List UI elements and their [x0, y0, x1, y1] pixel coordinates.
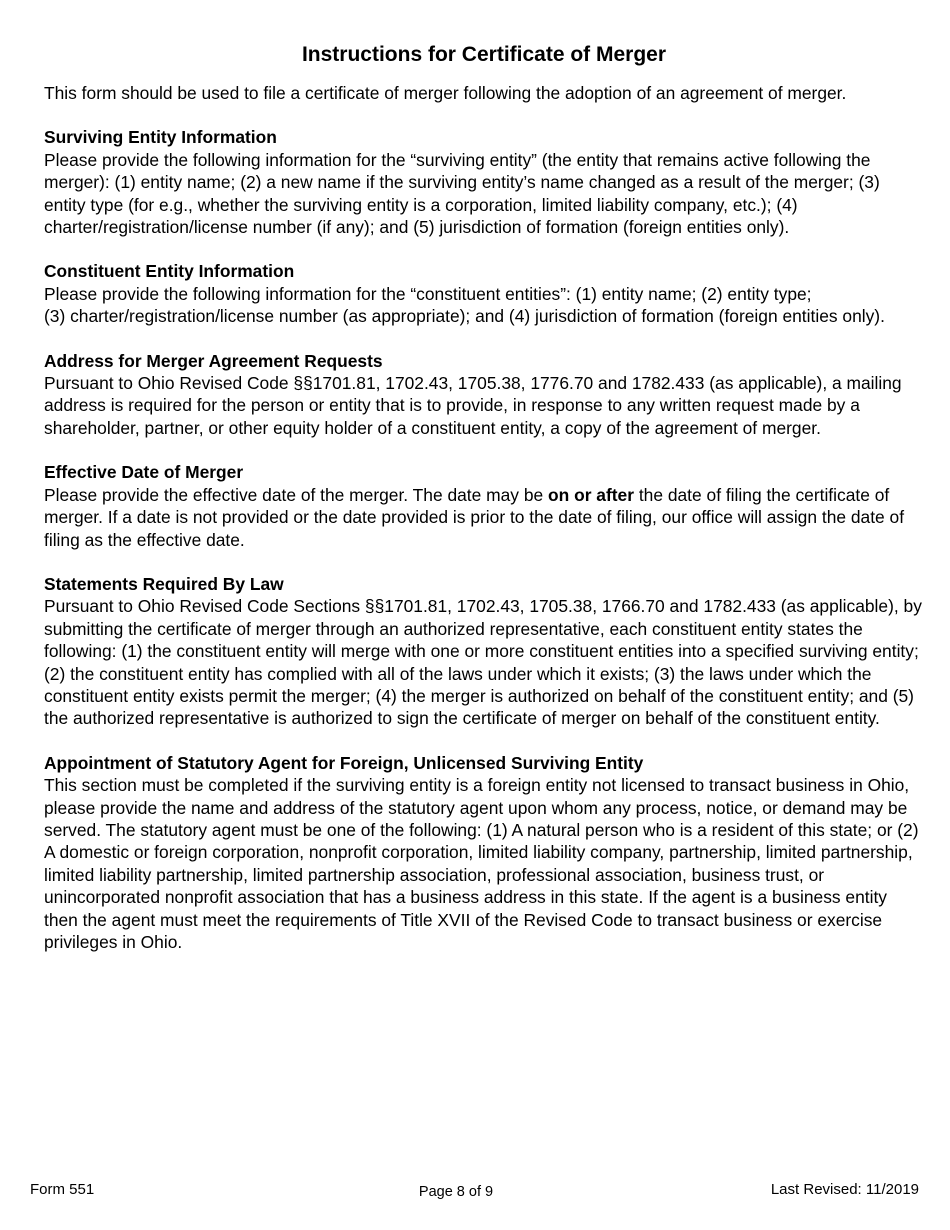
section-statements-required [44, 573, 924, 730]
page-title: Instructions for Certificate of Merger [301, 43, 667, 66]
section-heading: Statements Required By Law [44, 573, 284, 594]
section-body [44, 283, 924, 328]
footer-page-number: Page 8 of 9 [418, 1184, 494, 1200]
section-heading: Constituent Entity Information [44, 261, 295, 282]
section-body: This section must be completed if the surviving entity is a foreign entity not licensed to transact business in Ohio, please provide the name and address of the statutory agent upon whom any process, notice, or demand may be served. The statutory agent must be one of the following: (1) A natural person who is a resident of this state; or (2) A domestic or foreign corporation, nonprofit corporation, limited liability company, partnership, limited partnership, limited liability partnership, limited partnership association, professional association, business trust, or unincorporated nonprofit association that has a business address in this state. If the agent is a business entity then the agent must meet the requirements of Title XVII of the Revised Code to transact business or exercise privileges in Ohio. [44, 775, 919, 952]
section-heading: Effective Date of Merger [44, 462, 244, 483]
document-page [44, 40, 924, 953]
section-body: Pursuant to Ohio Revised Code §§1701.81, 1702.43, 1705.38, 1776.70 and 1782.433 (as applicable), a mailing address is required for the person or entity that is to provide, in response to any written request made by a shareholder, partner, or other equity holder of a constituent entity, a copy of the agreement of merger. [44, 373, 902, 438]
section-body-line1: Please provide the following information for the “constituent entities”: (1) entity name; (2) entity type; [44, 283, 812, 304]
section-address-requests [44, 350, 924, 440]
section-statutory-agent [44, 752, 924, 954]
section-body-after: the date of filing the certificate of merger. If a date is not provided or the date provided is prior to the date of filing, our office will assign the date of filing as the effective date. [44, 484, 905, 550]
intro-paragraph: This form should be used to file a certificate of merger following the adoption of an agreement of merger. [44, 83, 847, 103]
footer-form-number: Form 551 [30, 1181, 95, 1198]
section-surviving-entity [44, 126, 924, 238]
section-body: Please provide the following information for the “surviving entity” (the entity that remains active following the merger): (1) entity name; (2) a new name if the surviving entity’s name changed as a result of the merger; (3) entity type (for e.g., whether the surviving entity is a corporation, limited liability company, etc.); (4) charter/registration/license number (if any); and (5) jurisdiction of formation (foreign entities only). [44, 149, 880, 238]
section-body-before: Please provide the effective date of the merger. The date may be [44, 484, 548, 505]
section-body: Pursuant to Ohio Revised Code Sections §§1701.81, 1702.43, 1705.38, 1766.70 and 1782.433 (as applicable), by submitting the certificate of merger through an authorized representative, each constituent entity states the following: (1) the constituent entity will merge with one or more constituent entities into a specified surviving entity; (2) the constituent entity has complied with all of the laws under which it exists; (3) the laws under which the constituent entity exists permit the merger; (4) the merger is authorized on behalf of the constituent entity; and (5) the authorized representative is authorized to sign the certificate of merger on behalf of the constituent entity. [44, 596, 922, 729]
section-constituent-entity [44, 260, 924, 327]
section-body-rest: (3) charter/registration/license number (as appropriate); and (4) jurisdiction of formation (foreign entities only). [44, 306, 885, 327]
section-body-bold: on or after [548, 484, 634, 505]
section-body [44, 484, 924, 551]
section-heading: Appointment of Statutory Agent for Foreign, Unlicensed Surviving Entity [44, 752, 644, 773]
section-heading: Surviving Entity Information [44, 127, 277, 148]
footer-last-revised: Last Revised: 11/2019 [770, 1181, 919, 1198]
section-effective-date [44, 461, 924, 551]
section-heading: Address for Merger Agreement Requests [44, 350, 383, 371]
